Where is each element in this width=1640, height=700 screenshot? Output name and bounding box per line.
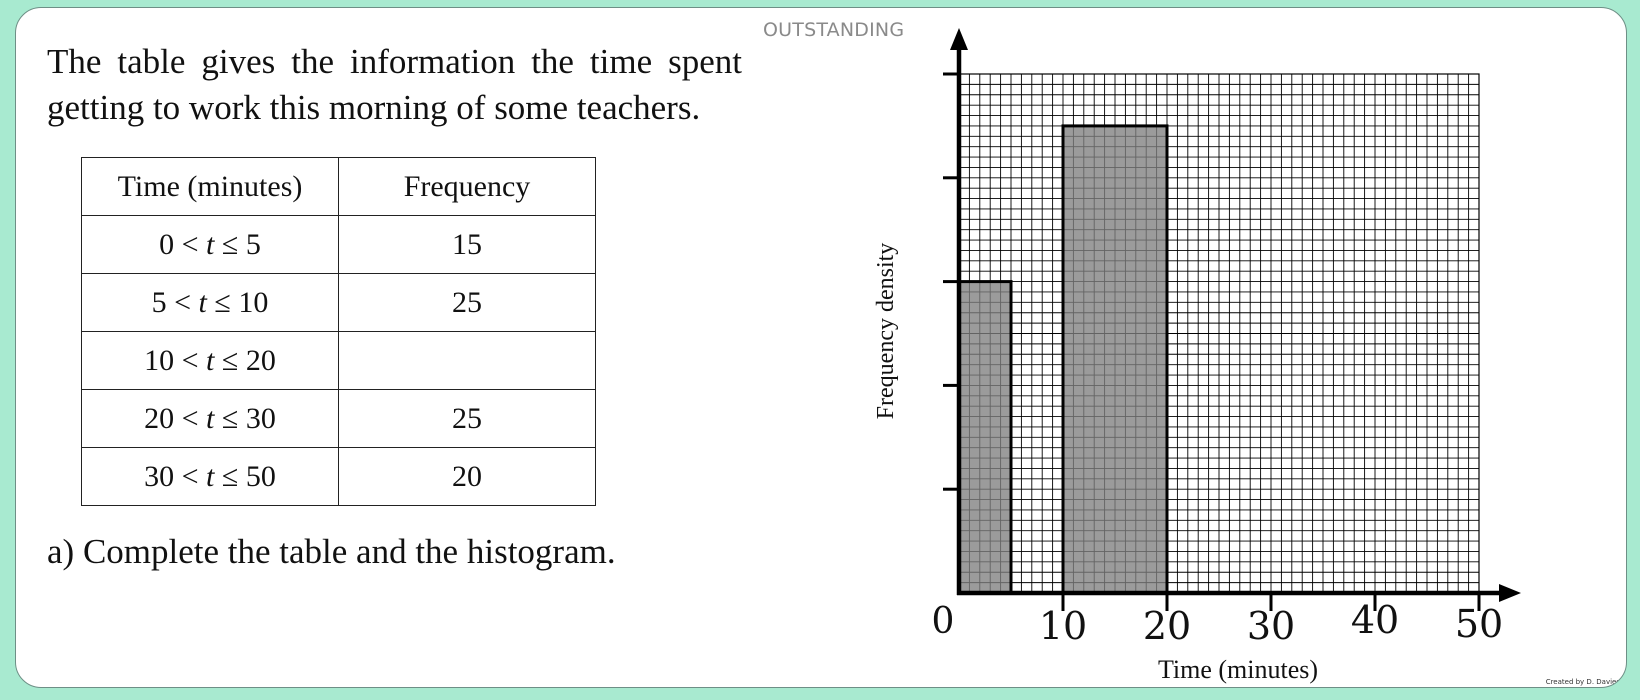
histogram-bar-1 bbox=[959, 282, 1011, 593]
credit-text: Created by D. Davies bbox=[1545, 678, 1620, 686]
y-axis-arrow bbox=[950, 28, 968, 50]
header-time: Time (minutes) bbox=[82, 158, 339, 216]
x-tick-label: 0 bbox=[931, 601, 955, 642]
x-axis-title: Time (minutes) bbox=[1157, 655, 1319, 684]
x-tick-label: 40 bbox=[1350, 598, 1400, 642]
histogram-chart bbox=[16, 8, 1627, 688]
x-axis-arrow bbox=[1499, 584, 1521, 602]
question-text: a) Complete the table and the histogram. bbox=[47, 532, 616, 571]
x-tick-label: 30 bbox=[1246, 604, 1296, 648]
time-interval: 30 < t ≤ 50 bbox=[82, 448, 339, 506]
slide-card bbox=[15, 7, 1627, 688]
header-frequency: Frequency bbox=[339, 158, 596, 216]
x-tick-label: 50 bbox=[1454, 602, 1504, 646]
y-axis-title: Frequency density bbox=[873, 242, 899, 420]
frequency-cell: 25 bbox=[339, 274, 596, 332]
outstanding-badge: OUTSTANDING bbox=[763, 19, 905, 41]
x-tick-label: 20 bbox=[1142, 604, 1192, 648]
grid-lines bbox=[959, 74, 1479, 593]
intro-text: The table gives the information the time spent getting to work this morning of some teachers. bbox=[47, 42, 742, 127]
x-tick-label: 10 bbox=[1038, 604, 1088, 648]
time-interval: 10 < t ≤ 20 bbox=[82, 332, 339, 390]
time-interval: 0 < t ≤ 5 bbox=[82, 216, 339, 274]
frequency-cell: 20 bbox=[339, 448, 596, 506]
frequency-cell: 25 bbox=[339, 390, 596, 448]
time-interval: 20 < t ≤ 30 bbox=[82, 390, 339, 448]
time-interval: 5 < t ≤ 10 bbox=[82, 274, 339, 332]
histogram-bar-2 bbox=[1063, 126, 1167, 593]
chart-grid bbox=[959, 74, 1479, 593]
frequency-cell: 15 bbox=[339, 216, 596, 274]
